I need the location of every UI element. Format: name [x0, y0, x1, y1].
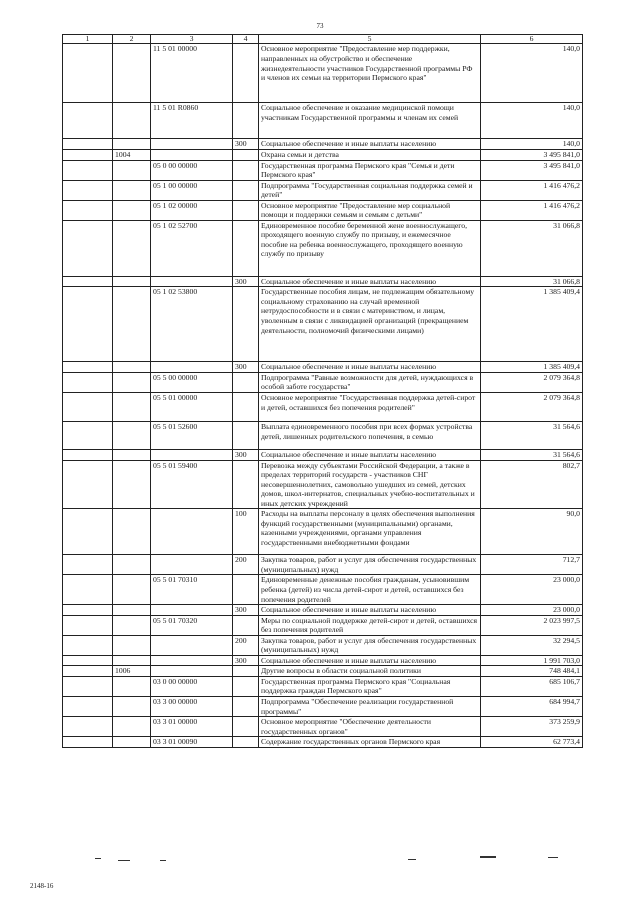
scan-mark — [408, 859, 416, 860]
table-cell-c6: 90,0 — [481, 509, 583, 555]
table-cell-c6: 62 773,4 — [481, 737, 583, 748]
table-cell-c2 — [113, 509, 151, 555]
table-row — [63, 666, 583, 677]
table-row — [63, 555, 583, 575]
scan-mark — [160, 860, 166, 861]
footer-code: 2148-16 — [30, 882, 54, 890]
table-cell-c5: Социальное обеспечение и иные выплаты населению — [259, 655, 481, 666]
table-cell-c2 — [113, 450, 151, 461]
table-cell-c1 — [63, 460, 113, 509]
table-cell-c5: Перевозка между субъектами Российской Федерации, а также в пределах территорий государств - участников СНГ несовершеннолетних, самовольно ушедших из семей, детских домов, школ-интернатов, специальных учебно-воспитательных и иных детских учреждений — [259, 460, 481, 509]
table-cell-c1 — [63, 220, 113, 276]
header-cell: 4 — [233, 35, 259, 44]
table-cell-c3 — [151, 139, 233, 150]
table-cell-c3: 05 5 01 00000 — [151, 393, 233, 422]
table-cell-c4 — [233, 696, 259, 716]
table-cell-c4 — [233, 220, 259, 276]
table-cell-c1 — [63, 276, 113, 287]
table-cell-c6: 684 994,7 — [481, 696, 583, 716]
table-cell-c6: 31 564,6 — [481, 422, 583, 450]
table-cell-c6: 1 416 476,2 — [481, 180, 583, 200]
table-cell-c1 — [63, 160, 113, 180]
table-cell-c1 — [63, 362, 113, 373]
table-cell-c4 — [233, 393, 259, 422]
table-cell-c3 — [151, 509, 233, 555]
table-row — [63, 180, 583, 200]
table-cell-c1 — [63, 655, 113, 666]
table-row — [63, 150, 583, 161]
table-cell-c4: 300 — [233, 655, 259, 666]
table-cell-c5: Социальное обеспечение и оказание медицинской помощи участникам Государственной программы и членам их семей — [259, 103, 481, 139]
table-cell-c3: 03 0 00 00000 — [151, 676, 233, 696]
table-cell-c4 — [233, 737, 259, 748]
table-cell-c2 — [113, 160, 151, 180]
table-cell-c5: Социальное обеспечение и иные выплаты населению — [259, 450, 481, 461]
table-header-row — [63, 35, 583, 44]
table-cell-c2 — [113, 555, 151, 575]
table-cell-c5: Основное мероприятие "Обеспечение деятельности государственных органов" — [259, 717, 481, 737]
table-row — [63, 287, 583, 362]
table-cell-c3 — [151, 605, 233, 616]
table-row — [63, 422, 583, 450]
table-cell-c6: 31 066,8 — [481, 220, 583, 276]
scan-mark — [95, 858, 101, 859]
budget-table — [62, 34, 583, 748]
table-cell-c1 — [63, 635, 113, 655]
table-row — [63, 200, 583, 220]
table-cell-c5: Основное мероприятие "Предоставление мер поддержки, направленных на обустройство и обеспечение жизнедеятельности участников Государственной программы РФ и членов их семьи на территории Пермского края" — [259, 44, 481, 103]
table-cell-c4: 300 — [233, 605, 259, 616]
table-cell-c5: Закупка товаров, работ и услуг для обеспечения государственных (муниципальных) нужд — [259, 555, 481, 575]
scan-mark — [480, 856, 496, 858]
table-row — [63, 737, 583, 748]
header-cell: 2 — [113, 35, 151, 44]
table-row — [63, 635, 583, 655]
table-cell-c1 — [63, 450, 113, 461]
scan-mark — [548, 857, 558, 858]
table-cell-c1 — [63, 393, 113, 422]
table-cell-c2 — [113, 615, 151, 635]
table-cell-c5: Подпрограмма "Равные возможности для детей, нуждающихся в особой заботе государства" — [259, 372, 481, 392]
table-cell-c6: 373 259,9 — [481, 717, 583, 737]
table-cell-c1 — [63, 575, 113, 605]
table-cell-c4 — [233, 287, 259, 362]
table-row — [63, 696, 583, 716]
table-row — [63, 160, 583, 180]
table-row — [63, 362, 583, 373]
table-cell-c2 — [113, 200, 151, 220]
table-cell-c3: 05 5 01 52600 — [151, 422, 233, 450]
table-cell-c4 — [233, 422, 259, 450]
table-cell-c6: 1 416 476,2 — [481, 200, 583, 220]
table-cell-c2 — [113, 655, 151, 666]
table-cell-c2 — [113, 422, 151, 450]
table-row — [63, 103, 583, 139]
table-cell-c4 — [233, 200, 259, 220]
table-row — [63, 450, 583, 461]
table-row — [63, 655, 583, 666]
table-cell-c4: 300 — [233, 362, 259, 373]
table-cell-c4 — [233, 150, 259, 161]
table-cell-c6: 685 106,7 — [481, 676, 583, 696]
table-cell-c5: Содержание государственных органов Пермского края — [259, 737, 481, 748]
table-cell-c3: 05 1 00 00000 — [151, 180, 233, 200]
table-cell-c1 — [63, 180, 113, 200]
table-cell-c2 — [113, 139, 151, 150]
table-cell-c2 — [113, 220, 151, 276]
table-row — [63, 139, 583, 150]
table-cell-c1 — [63, 103, 113, 139]
table-row — [63, 575, 583, 605]
page-number: 73 — [316, 22, 324, 30]
table-cell-c4 — [233, 103, 259, 139]
table-row — [63, 393, 583, 422]
table-cell-c5: Подпрограмма "Государственная социальная поддержка семей и детей" — [259, 180, 481, 200]
table-cell-c3: 03 3 00 00000 — [151, 696, 233, 716]
table-cell-c3 — [151, 362, 233, 373]
table-cell-c2 — [113, 696, 151, 716]
table-cell-c4: 300 — [233, 139, 259, 150]
table-cell-c3 — [151, 555, 233, 575]
table-cell-c1 — [63, 287, 113, 362]
table-cell-c5: Выплата единовременного пособия при всех формах устройства детей, лишенных родительского попечения, в семью — [259, 422, 481, 450]
table-cell-c3 — [151, 666, 233, 677]
table-cell-c4 — [233, 44, 259, 103]
table-cell-c5: Основное мероприятие "Государственная поддержка детей-сирот и детей, оставшихся без попечения родителей" — [259, 393, 481, 422]
table-cell-c3 — [151, 655, 233, 666]
table-cell-c3: 05 5 01 70310 — [151, 575, 233, 605]
table-cell-c5: Другие вопросы в области социальной политики — [259, 666, 481, 677]
table-cell-c6: 3 495 841,0 — [481, 150, 583, 161]
table-cell-c4 — [233, 676, 259, 696]
table-cell-c5: Закупка товаров, работ и услуг для обеспечения государственных (муниципальных) нужд — [259, 635, 481, 655]
table-cell-c6: 32 294,5 — [481, 635, 583, 655]
header-cell: 3 — [151, 35, 233, 44]
table-cell-c3: 05 5 00 00000 — [151, 372, 233, 392]
table-cell-c1 — [63, 372, 113, 392]
table-cell-c2 — [113, 460, 151, 509]
table-cell-c3: 05 0 00 00000 — [151, 160, 233, 180]
table-cell-c6: 712,7 — [481, 555, 583, 575]
table-cell-c6: 2 079 364,8 — [481, 393, 583, 422]
table-cell-c6: 2 023 997,5 — [481, 615, 583, 635]
budget-table-body — [63, 35, 583, 748]
table-row — [63, 509, 583, 555]
table-row — [63, 44, 583, 103]
header-cell: 5 — [259, 35, 481, 44]
table-cell-c1 — [63, 44, 113, 103]
table-cell-c3: 05 5 01 70320 — [151, 615, 233, 635]
table-cell-c2 — [113, 393, 151, 422]
header-cell: 6 — [481, 35, 583, 44]
table-cell-c4: 100 — [233, 509, 259, 555]
table-cell-c3: 11 5 01 R0860 — [151, 103, 233, 139]
table-cell-c1 — [63, 555, 113, 575]
table-cell-c1 — [63, 139, 113, 150]
table-cell-c6: 2 079 364,8 — [481, 372, 583, 392]
table-row — [63, 717, 583, 737]
table-cell-c5: Охрана семьи и детства — [259, 150, 481, 161]
table-cell-c4: 200 — [233, 635, 259, 655]
table-cell-c6: 31 066,8 — [481, 276, 583, 287]
table-cell-c6: 1 385 409,4 — [481, 287, 583, 362]
table-row — [63, 676, 583, 696]
table-cell-c6: 23 000,0 — [481, 575, 583, 605]
table-cell-c5: Государственная программа Пермского края "Семья и дети Пермского края" — [259, 160, 481, 180]
table-row — [63, 220, 583, 276]
table-cell-c6: 23 000,0 — [481, 605, 583, 616]
table-cell-c4 — [233, 575, 259, 605]
table-row — [63, 605, 583, 616]
table-cell-c4 — [233, 160, 259, 180]
table-cell-c2 — [113, 717, 151, 737]
table-cell-c4: 300 — [233, 450, 259, 461]
table-cell-c1 — [63, 696, 113, 716]
table-cell-c6: 140,0 — [481, 44, 583, 103]
table-cell-c3: 05 1 02 52700 — [151, 220, 233, 276]
table-cell-c3: 05 1 02 53800 — [151, 287, 233, 362]
table-cell-c2 — [113, 44, 151, 103]
table-cell-c1 — [63, 605, 113, 616]
table-cell-c1 — [63, 717, 113, 737]
table-cell-c3 — [151, 635, 233, 655]
table-cell-c3: 03 3 01 00090 — [151, 737, 233, 748]
table-cell-c6: 140,0 — [481, 103, 583, 139]
table-cell-c5: Единовременное пособие беременной жене военнослужащего, проходящего военную службу по призыву, и ежемесячное пособие на ребенка военнослужащего, проходящего военную службу по призыву — [259, 220, 481, 276]
table-cell-c5: Единовременные денежные пособия гражданам, усыновившим ребенка (детей) из числа детей-сирот и детей, оставшихся без попечения родителей — [259, 575, 481, 605]
table-cell-c3: 11 5 01 00000 — [151, 44, 233, 103]
table-cell-c1 — [63, 666, 113, 677]
table-row — [63, 615, 583, 635]
table-cell-c5: Социальное обеспечение и иные выплаты населению — [259, 362, 481, 373]
table-cell-c2 — [113, 180, 151, 200]
table-cell-c2 — [113, 276, 151, 287]
table-cell-c6: 140,0 — [481, 139, 583, 150]
table-cell-c2: 1004 — [113, 150, 151, 161]
table-cell-c3: 03 3 01 00000 — [151, 717, 233, 737]
table-cell-c3: 05 1 02 00000 — [151, 200, 233, 220]
table-cell-c6: 31 564,6 — [481, 450, 583, 461]
table-cell-c5: Меры по социальной поддержке детей-сирот и детей, оставшихся без попечения родителей — [259, 615, 481, 635]
table-cell-c1 — [63, 737, 113, 748]
table-cell-c4 — [233, 372, 259, 392]
table-cell-c4 — [233, 615, 259, 635]
table-cell-c5: Подпрограмма "Обеспечение реализации государственной программы" — [259, 696, 481, 716]
table-row — [63, 276, 583, 287]
table-cell-c3 — [151, 450, 233, 461]
table-cell-c4 — [233, 460, 259, 509]
table-cell-c4: 300 — [233, 276, 259, 287]
table-cell-c5: Государственные пособия лицам, не подлежащим обязательному социальному страхованию на случай временной нетрудоспособности и в связи с материнством, и лицам, уволенным в связи с ликвидацией организаций (прекращением деятельности, полномочий физическими лицами) — [259, 287, 481, 362]
table-cell-c1 — [63, 422, 113, 450]
table-cell-c2 — [113, 635, 151, 655]
table-cell-c5: Основное мероприятие "Предоставление мер социальной помощи и поддержки семьям и семьям с детьми" — [259, 200, 481, 220]
table-row — [63, 460, 583, 509]
table-cell-c6: 1 385 409,4 — [481, 362, 583, 373]
table-cell-c6: 802,7 — [481, 460, 583, 509]
table-cell-c3 — [151, 276, 233, 287]
table-cell-c6: 1 991 703,0 — [481, 655, 583, 666]
table-cell-c6: 748 484,1 — [481, 666, 583, 677]
table-cell-c4 — [233, 180, 259, 200]
table-cell-c1 — [63, 509, 113, 555]
header-cell: 1 — [63, 35, 113, 44]
table-cell-c2 — [113, 737, 151, 748]
table-cell-c2 — [113, 575, 151, 605]
table-cell-c1 — [63, 150, 113, 161]
table-cell-c2: 1006 — [113, 666, 151, 677]
table-cell-c3: 05 5 01 59400 — [151, 460, 233, 509]
table-cell-c5: Расходы на выплаты персоналу в целях обеспечения выполнения функций государственными (муниципальными) органами, казенными учреждениями, органами управления государственными внебюджетными фондами — [259, 509, 481, 555]
table-cell-c5: Социальное обеспечение и иные выплаты населению — [259, 605, 481, 616]
table-cell-c1 — [63, 200, 113, 220]
table-cell-c2 — [113, 362, 151, 373]
table-row — [63, 372, 583, 392]
scan-mark — [118, 860, 130, 861]
table-cell-c2 — [113, 103, 151, 139]
table-cell-c2 — [113, 372, 151, 392]
table-cell-c5: Государственная программа Пермского края "Социальная поддержка граждан Пермского края" — [259, 676, 481, 696]
table-cell-c3 — [151, 150, 233, 161]
table-cell-c1 — [63, 676, 113, 696]
table-cell-c2 — [113, 605, 151, 616]
table-cell-c6: 3 495 841,0 — [481, 160, 583, 180]
table-cell-c2 — [113, 287, 151, 362]
table-cell-c5: Социальное обеспечение и иные выплаты населению — [259, 139, 481, 150]
table-cell-c4: 200 — [233, 555, 259, 575]
table-cell-c4 — [233, 666, 259, 677]
table-cell-c2 — [113, 676, 151, 696]
table-cell-c4 — [233, 717, 259, 737]
table-cell-c5: Социальное обеспечение и иные выплаты населению — [259, 276, 481, 287]
table-cell-c1 — [63, 615, 113, 635]
